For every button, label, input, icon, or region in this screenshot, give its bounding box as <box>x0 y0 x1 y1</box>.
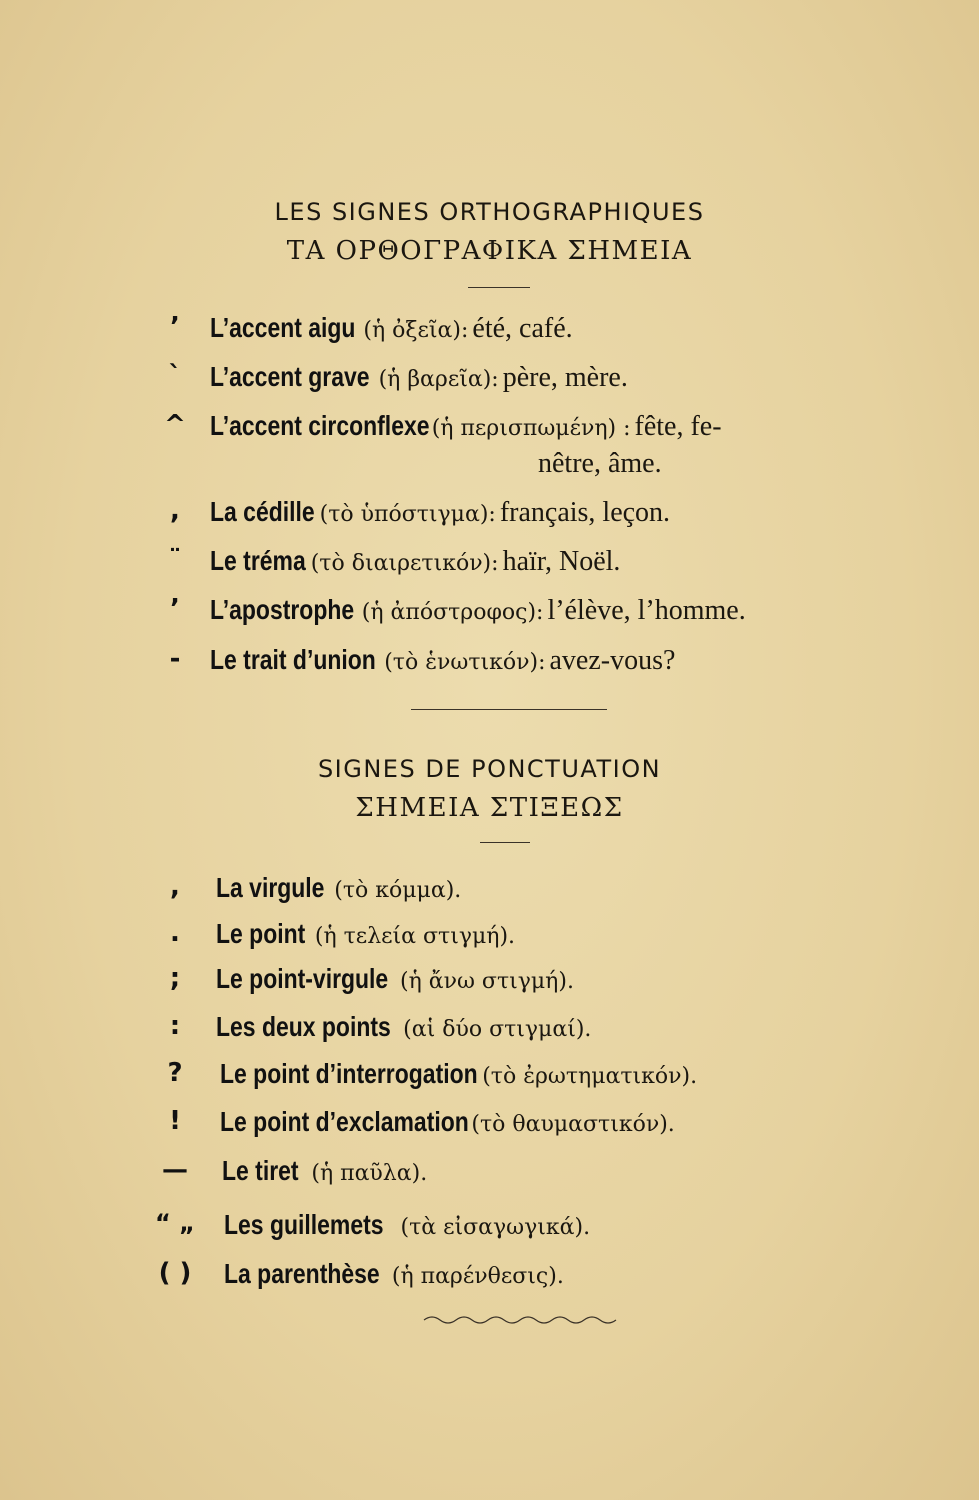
section2-title-fr: SIGNES DE PONCTUATION <box>317 755 662 783</box>
term-gr: (ἡ τελεία στιγμή). <box>314 924 516 949</box>
term-fr: Le point d’interrogation <box>220 1058 478 1089</box>
entry <box>220 1058 697 1090</box>
term-fr: Les guillemets <box>224 1209 384 1240</box>
term-gr: (τὸ ὑπόστιγμα): <box>319 502 496 527</box>
term-gr: (τὸ θαυμαστικόν). <box>471 1112 675 1137</box>
entry <box>216 918 515 950</box>
symbol-glyph: ! <box>169 1106 181 1136</box>
section-separator <box>411 709 607 710</box>
examples: avez-vous? <box>549 645 676 676</box>
term-fr: La virgule <box>216 872 325 903</box>
examples: haïr, Noël. <box>502 546 621 577</box>
term-gr: (ἡ παρένθεσις). <box>391 1264 564 1289</box>
term-fr: Le point-virgule <box>216 963 389 994</box>
examples: fête, fe- <box>634 411 722 442</box>
symbol-glyph: ^ <box>164 410 186 440</box>
term-gr: (ἡ περισπωμένη) : <box>431 416 631 441</box>
term-gr: (τὸ ἑνωτικόν): <box>384 650 546 675</box>
symbol-glyph: . <box>170 918 180 948</box>
term-fr: Le tiret <box>222 1155 299 1186</box>
symbol-glyph: : <box>169 1011 181 1041</box>
section2-title-gr: ΣΗΜΕΙΑ ΣΤΙΞΕΩΣ <box>355 793 624 823</box>
entry <box>216 1011 591 1043</box>
examples: français, leçon. <box>499 497 671 528</box>
term-gr: (τὸ κόμμα). <box>334 878 462 903</box>
term-gr: (ἡ παῦλα). <box>311 1161 428 1186</box>
entry <box>210 410 722 443</box>
term-fr: La parenthèse <box>224 1258 380 1289</box>
symbol-glyph: - <box>169 644 181 674</box>
term-gr: (ἡ ἀπόστροφος): <box>361 600 544 625</box>
entry <box>216 963 574 995</box>
term-gr: (αἱ δύο στιγμαί). <box>403 1017 592 1042</box>
term-fr: Le trait d’union <box>210 644 376 675</box>
term-fr: L’apostrophe <box>210 594 355 625</box>
term-fr: Le point <box>216 918 306 949</box>
term-fr: Les deux points <box>216 1011 391 1042</box>
term-gr: (τὸ ἐρωτηματικόν). <box>482 1064 698 1089</box>
section1-title-fr: LES SIGNES ORTHOGRAPHIQUES <box>274 198 705 226</box>
examples: l’élève, l’homme. <box>547 595 746 626</box>
term-fr: Le point d’exclamation <box>220 1106 469 1137</box>
term-fr: L’accent grave <box>210 361 370 392</box>
entry <box>210 644 675 677</box>
examples-continuation: nêtre, âme. <box>538 448 662 479</box>
term-gr: (ἡ βαρεῖα): <box>378 367 499 392</box>
symbol-glyph: ( ) <box>158 1258 192 1288</box>
symbol-glyph: ` <box>168 361 182 391</box>
term-fr: L’accent aigu <box>210 312 356 343</box>
entry <box>210 361 628 394</box>
entry <box>210 545 620 578</box>
examples: père, mère. <box>502 362 628 393</box>
symbol-glyph: , <box>170 496 180 526</box>
symbol-glyph: ʼ <box>170 312 180 342</box>
entry <box>224 1258 564 1290</box>
symbol-glyph: ¨ <box>168 545 182 575</box>
term-gr: (τὸ διαιρετικόν): <box>310 551 499 576</box>
entry <box>216 872 461 904</box>
symbol-glyph: , <box>170 872 180 902</box>
examples: été, café. <box>472 313 573 344</box>
entry <box>210 594 746 627</box>
symbol-glyph: ’ <box>170 594 180 624</box>
section2-divider <box>480 842 530 843</box>
symbol-glyph: “ „ <box>155 1209 195 1237</box>
section1-divider <box>468 287 530 288</box>
symbol-glyph: — <box>162 1155 188 1185</box>
term-gr: (ἡ ὀξεῖα): <box>363 318 469 343</box>
symbol-glyph: ? <box>167 1058 183 1088</box>
entry <box>222 1155 427 1187</box>
term-gr: (τὰ εἰσαγωγικά). <box>400 1215 591 1240</box>
entry <box>224 1209 590 1241</box>
entry <box>220 1106 675 1138</box>
term-fr: La cédille <box>210 496 315 527</box>
term-gr: (ἡ ἄνω στιγμή). <box>400 969 574 994</box>
section1-title-gr: ΤΑ ΟΡΘΟΓΡΑΦΙΚΑ ΣΗΜΕΙΑ <box>286 236 693 266</box>
symbol-glyph: ; <box>169 963 181 993</box>
entry <box>210 312 573 345</box>
entry <box>210 496 670 529</box>
wavy-ornament <box>420 1310 620 1330</box>
term-fr: Le tréma <box>210 545 306 576</box>
term-fr: L’accent circonflexe <box>210 410 430 441</box>
